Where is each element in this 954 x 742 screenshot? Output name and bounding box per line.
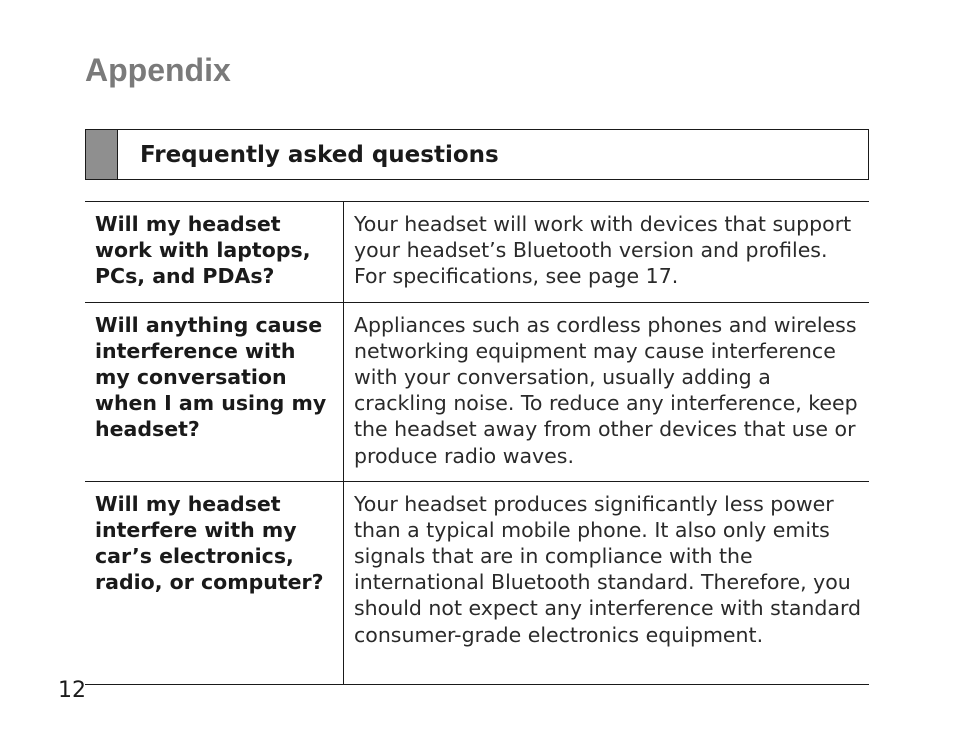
section-marker-bar (86, 130, 118, 179)
page-title: Appendix (85, 52, 231, 88)
faq-row (85, 202, 869, 303)
section-title: Frequently asked questions (140, 141, 499, 168)
faq-row (85, 481, 869, 684)
faq-answer: Your headset produces significantly less power than a typical mobile phone. It also only emits signals that are in compliance with the international Bluetooth standard. Therefore, you should not expect any interference with standard consumer-grade electronics equipment. (344, 481, 870, 684)
faq-table (85, 201, 869, 685)
faq-answer: Your headset will work with devices that support your headset’s Bluetooth version and profiles. For specifications, see page 17. (344, 202, 870, 303)
page-number: 12 (58, 678, 86, 703)
faq-row (85, 302, 869, 481)
faq-question: Will anything cause interference with my conversation when I am using my headset? (85, 302, 344, 481)
faq-question: Will my headset interfere with my car’s electronics, radio, or computer? (85, 481, 344, 684)
faq-answer: Appliances such as cordless phones and wireless networking equipment may cause interference with your conversation, usually adding a crackling noise. To reduce any interference, keep the headset away from other devices that use or produce radio waves. (344, 302, 870, 481)
faq-question: Will my headset work with laptops, PCs, and PDAs? (85, 202, 344, 303)
section-header (85, 129, 869, 180)
